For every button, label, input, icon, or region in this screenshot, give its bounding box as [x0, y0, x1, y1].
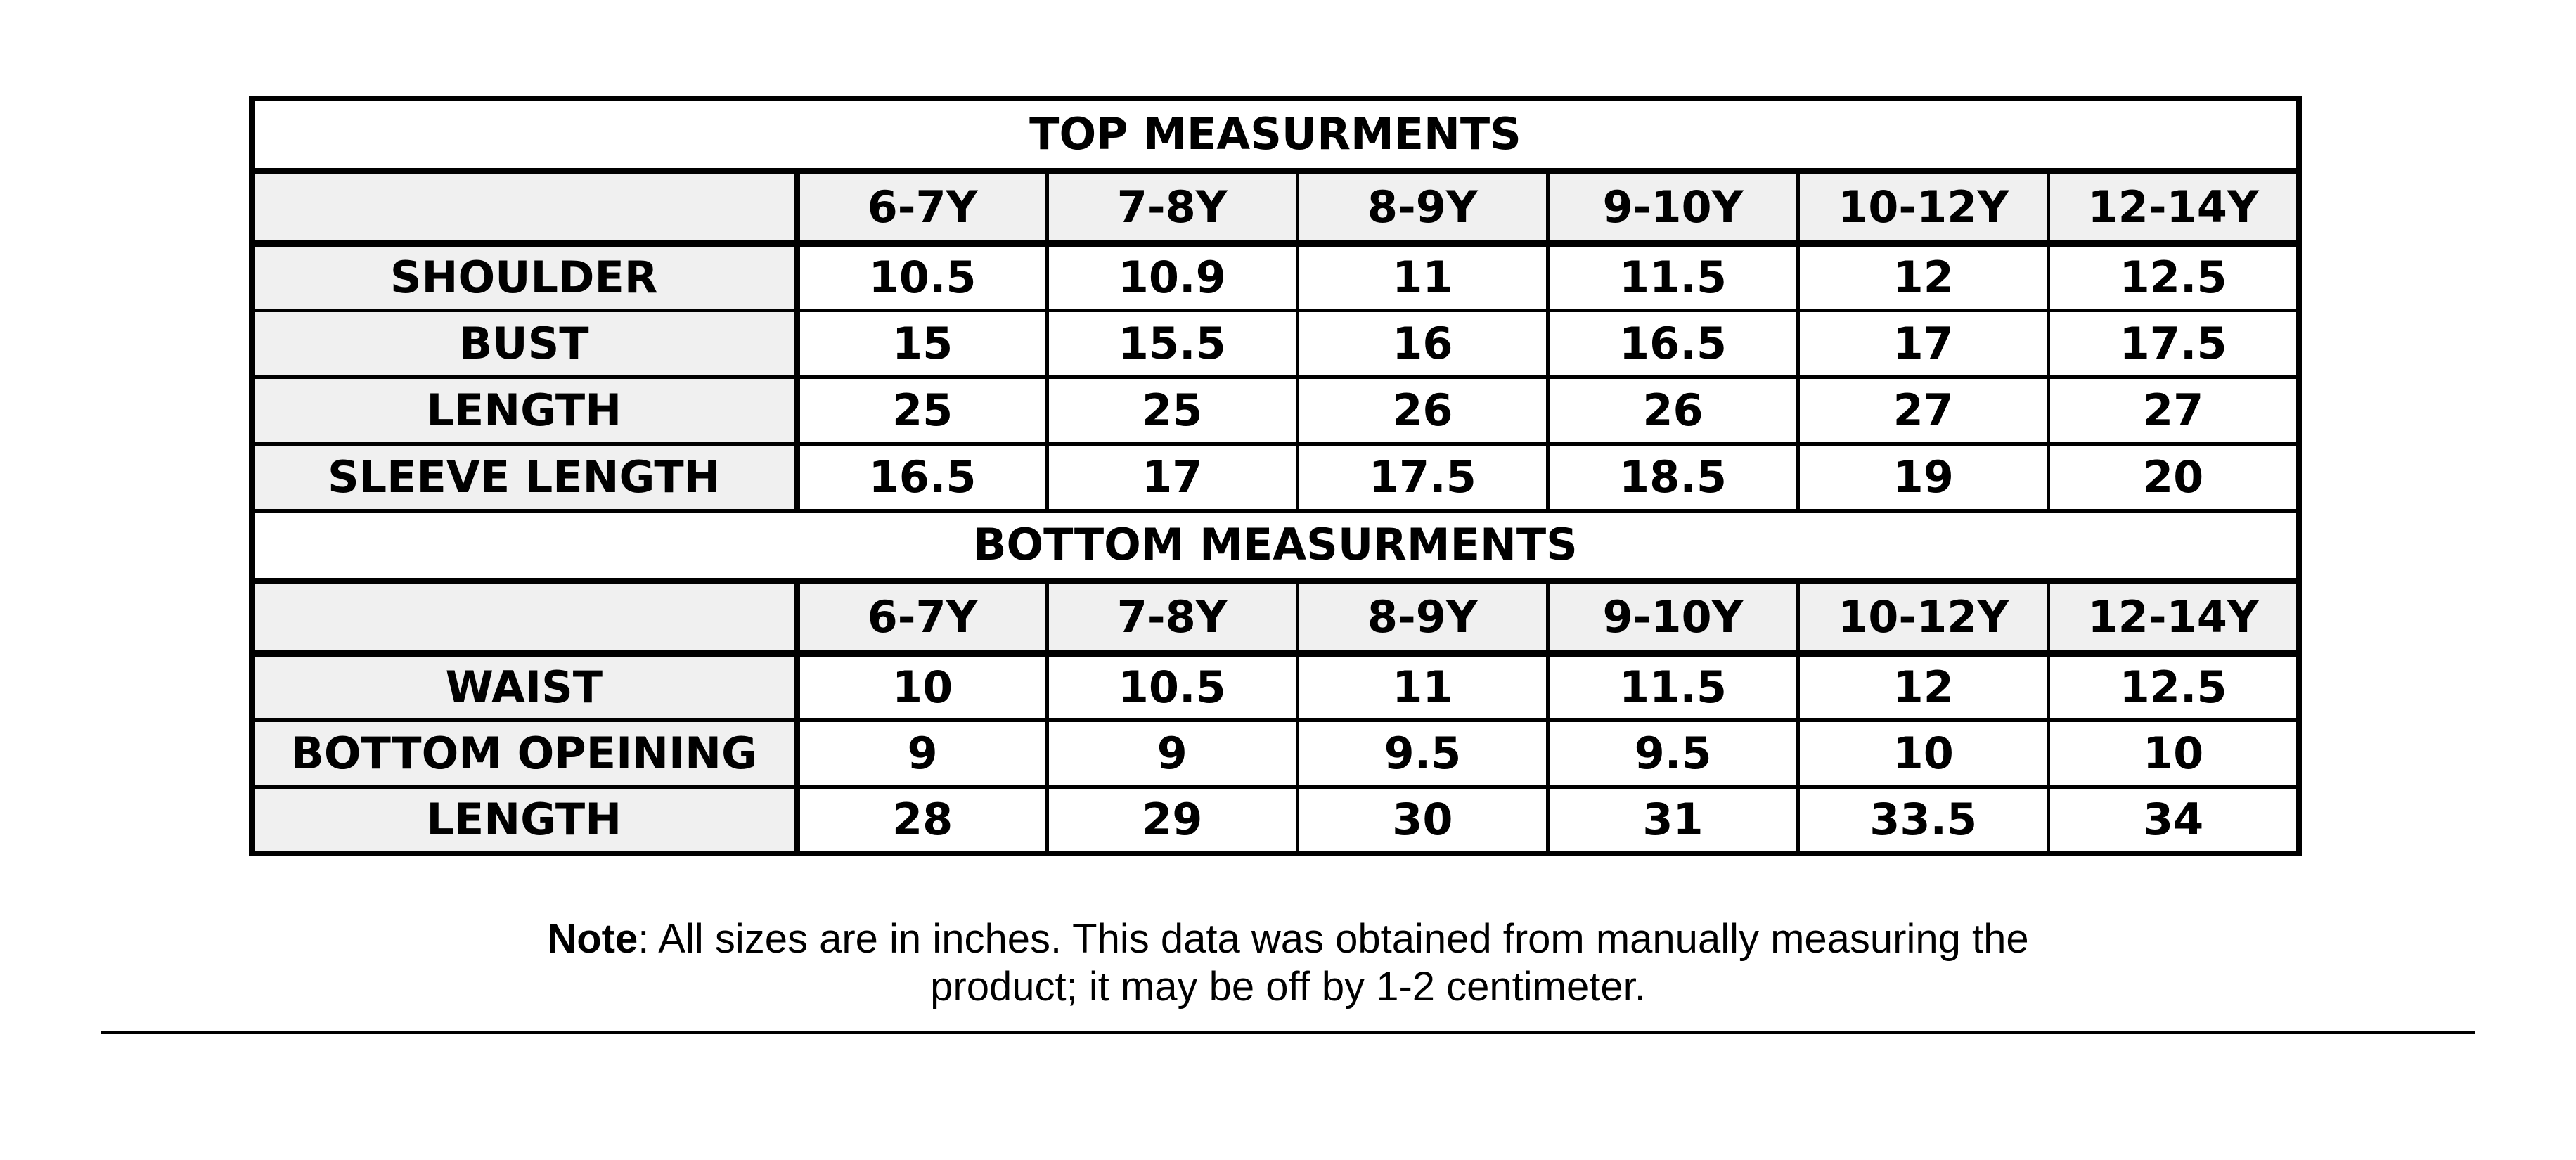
- table-row: [252, 787, 2299, 853]
- measurement-value: 16.5: [1547, 310, 1798, 377]
- size-header: 8-9Y: [1297, 171, 1547, 243]
- row-label: SLEEVE LENGTH: [252, 444, 797, 510]
- note-text-1: : All sizes are in inches. This data was obtained from manually measuring the: [638, 916, 2029, 962]
- measurement-value: 18.5: [1547, 444, 1798, 510]
- measurement-value: 15: [797, 310, 1047, 377]
- table-row: [252, 377, 2299, 444]
- measurement-value: 10.5: [1047, 653, 1297, 720]
- note-line-1: [141, 915, 2435, 963]
- row-label: SHOULDER: [252, 243, 797, 310]
- row-label: BOTTOM OPEINING: [252, 720, 797, 787]
- measurement-value: 12: [1798, 243, 2049, 310]
- measurement-value: 10.5: [797, 243, 1047, 310]
- measurement-value: 27: [2049, 377, 2299, 444]
- measurement-value: 25: [797, 377, 1047, 444]
- measurement-value: 26: [1547, 377, 1798, 444]
- row-label: LENGTH: [252, 787, 797, 853]
- measurement-value: 12.5: [2049, 243, 2299, 310]
- bottom-header-blank-cell: [252, 581, 797, 653]
- measurement-value: 10.9: [1047, 243, 1297, 310]
- measurement-value: 10: [2049, 720, 2299, 787]
- measurement-value: 10: [1798, 720, 2049, 787]
- size-header: 6-7Y: [797, 581, 1047, 653]
- measurement-value: 10: [797, 653, 1047, 720]
- measurement-value: 17.5: [2049, 310, 2299, 377]
- bottom-section-title-row: [252, 510, 2299, 581]
- measurement-value: 17: [1047, 444, 1297, 510]
- measurement-value: 30: [1297, 787, 1547, 853]
- row-label: WAIST: [252, 653, 797, 720]
- size-header: 9-10Y: [1547, 171, 1798, 243]
- measurement-value: 20: [2049, 444, 2299, 510]
- measurement-value: 9.5: [1547, 720, 1798, 787]
- measurement-value: 25: [1047, 377, 1297, 444]
- table-row: [252, 720, 2299, 787]
- size-header: 7-8Y: [1047, 581, 1297, 653]
- size-header: 12-14Y: [2049, 171, 2299, 243]
- top-section-title-row: [252, 98, 2299, 171]
- horizontal-divider: [101, 1031, 2475, 1034]
- measurement-value: 12.5: [2049, 653, 2299, 720]
- measurement-value: 19: [1798, 444, 2049, 510]
- measurement-value: 27: [1798, 377, 2049, 444]
- table-row: [252, 653, 2299, 720]
- measurement-value: 9: [797, 720, 1047, 787]
- measurement-value: 17: [1798, 310, 2049, 377]
- measurement-value: 16.5: [797, 444, 1047, 510]
- measurement-note: [141, 915, 2435, 1011]
- top-size-header-row: [252, 171, 2299, 243]
- measurement-value: 9: [1047, 720, 1297, 787]
- measurement-value: 11: [1297, 653, 1547, 720]
- size-chart-table: [249, 96, 2302, 856]
- table-row: [252, 243, 2299, 310]
- size-header: 6-7Y: [797, 171, 1047, 243]
- size-header: 8-9Y: [1297, 581, 1547, 653]
- measurement-value: 31: [1547, 787, 1798, 853]
- bottom-size-header-row: [252, 581, 2299, 653]
- measurement-value: 17.5: [1297, 444, 1547, 510]
- measurement-value: 33.5: [1798, 787, 2049, 853]
- table-row: [252, 444, 2299, 510]
- measurement-value: 15.5: [1047, 310, 1297, 377]
- measurement-value: 26: [1297, 377, 1547, 444]
- top-header-blank-cell: [252, 171, 797, 243]
- row-label: BUST: [252, 310, 797, 377]
- size-header: 10-12Y: [1798, 581, 2049, 653]
- table-row: [252, 310, 2299, 377]
- size-header: 10-12Y: [1798, 171, 2049, 243]
- size-header: 7-8Y: [1047, 171, 1297, 243]
- measurement-value: 11: [1297, 243, 1547, 310]
- measurement-value: 11.5: [1547, 653, 1798, 720]
- top-section-title: TOP MEASURMENTS: [252, 98, 2299, 171]
- note-label: Note: [547, 916, 638, 962]
- size-header: 12-14Y: [2049, 581, 2299, 653]
- measurement-value: 9.5: [1297, 720, 1547, 787]
- measurement-value: 12: [1798, 653, 2049, 720]
- note-line-2: product; it may be off by 1-2 centimeter.: [930, 964, 1646, 1010]
- row-label: LENGTH: [252, 377, 797, 444]
- bottom-section-title: BOTTOM MEASURMENTS: [252, 510, 2299, 581]
- measurement-value: 16: [1297, 310, 1547, 377]
- measurement-value: 29: [1047, 787, 1297, 853]
- measurement-value: 11.5: [1547, 243, 1798, 310]
- size-header: 9-10Y: [1547, 581, 1798, 653]
- measurement-value: 34: [2049, 787, 2299, 853]
- measurement-value: 28: [797, 787, 1047, 853]
